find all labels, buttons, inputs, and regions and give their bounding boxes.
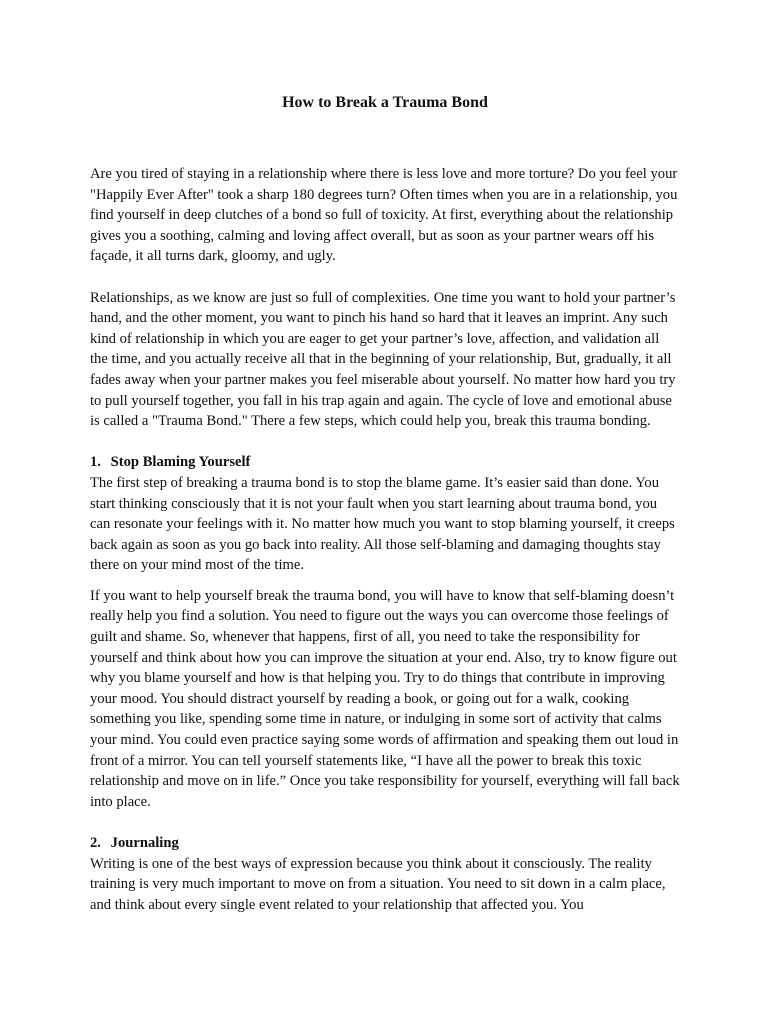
document-body <box>90 92 680 915</box>
section-journaling <box>90 833 680 915</box>
section-stop-blaming-yourself <box>90 452 680 812</box>
section-paragraph: The first step of breaking a trauma bond is to stop the blame game. It’s easier said than done. You start thinking consciously that it is not your fault when you start learning about trauma bond, you can resonate your feelings with it. No matter how much you want to stop blaming yourself, it creeps back again as soon as you go back into reality. All those self-blaming and damaging thoughts stay there on your mind most of the time. <box>90 474 675 574</box>
section-number: 1. <box>90 454 101 471</box>
document-title: How to Break a Trauma Bond <box>282 94 488 111</box>
section-heading <box>90 452 680 473</box>
section-number: 2. <box>90 835 101 851</box>
section-title: Journaling <box>110 835 179 851</box>
section-paragraph: Writing is one of the best ways of expression because you think about it consciously. The reality training is very much important to move on from a situation. You need to sit down in a calm place, and think about every single event related to your relationship that affected you. You <box>90 855 666 913</box>
section-paragraph: If you want to help yourself break the trauma bond, you will have to know that self-blaming doesn’t really help you find a solution. You need to figure out the ways you can overcome those feelings of guilt and shame. So, whenever that happens, first of all, you need to take the responsibility for yourself and think about how you can improve the situation at your end. Also, try to know figure out why you blame yourself and how is that helping you. Try to do things that contribute in improving your mood. You should distract yourself by reading a book, or going out for a walk, cooking something you like, spending some time in nature, or indulging in some sort of activity that calms your mind. You could even practice saying some words of affirmation and speaking them out loud in front of a mirror. You can tell yourself statements like, “I have all the power to break this toxic relationship and move on in life.” Once you take responsibility for yourself, everything will fall back into place. <box>90 587 680 810</box>
section-title: Stop Blaming Yourself <box>110 454 251 471</box>
intro-paragraph-1: Are you tired of staying in a relationship where there is less love and more torture? Do you feel your "Happily Ever After" took a sharp 180 degrees turn? Often times when you are in a relationship, you find yourself in deep clutches of a bond so full of toxicity. At first, everything about the relationship gives you a soothing, calming and loving affect overall, but as soon as your partner wears off his façade, it all turns dark, gloomy, and ugly. <box>90 166 678 265</box>
section-heading <box>90 833 680 854</box>
intro-paragraph-2: Relationships, as we know are just so full of complexities. One time you want to hold your partner’s hand, and the other moment, you want to pinch his hand so hard that it leaves an imprint. Any such kind of relationship in which you are eager to get your partner’s love, affection, and validation all the time, and you actually receive all that in the beginning of your relationship, But, gradually, it all fades away when your partner makes you feel miserable about yourself. No matter how hard you try to pull yourself together, you fall in his trap again and again. The cycle of love and emotional abuse is called a "Trauma Bond." There a few steps, which could help you, break this trauma bonding. <box>90 289 676 430</box>
